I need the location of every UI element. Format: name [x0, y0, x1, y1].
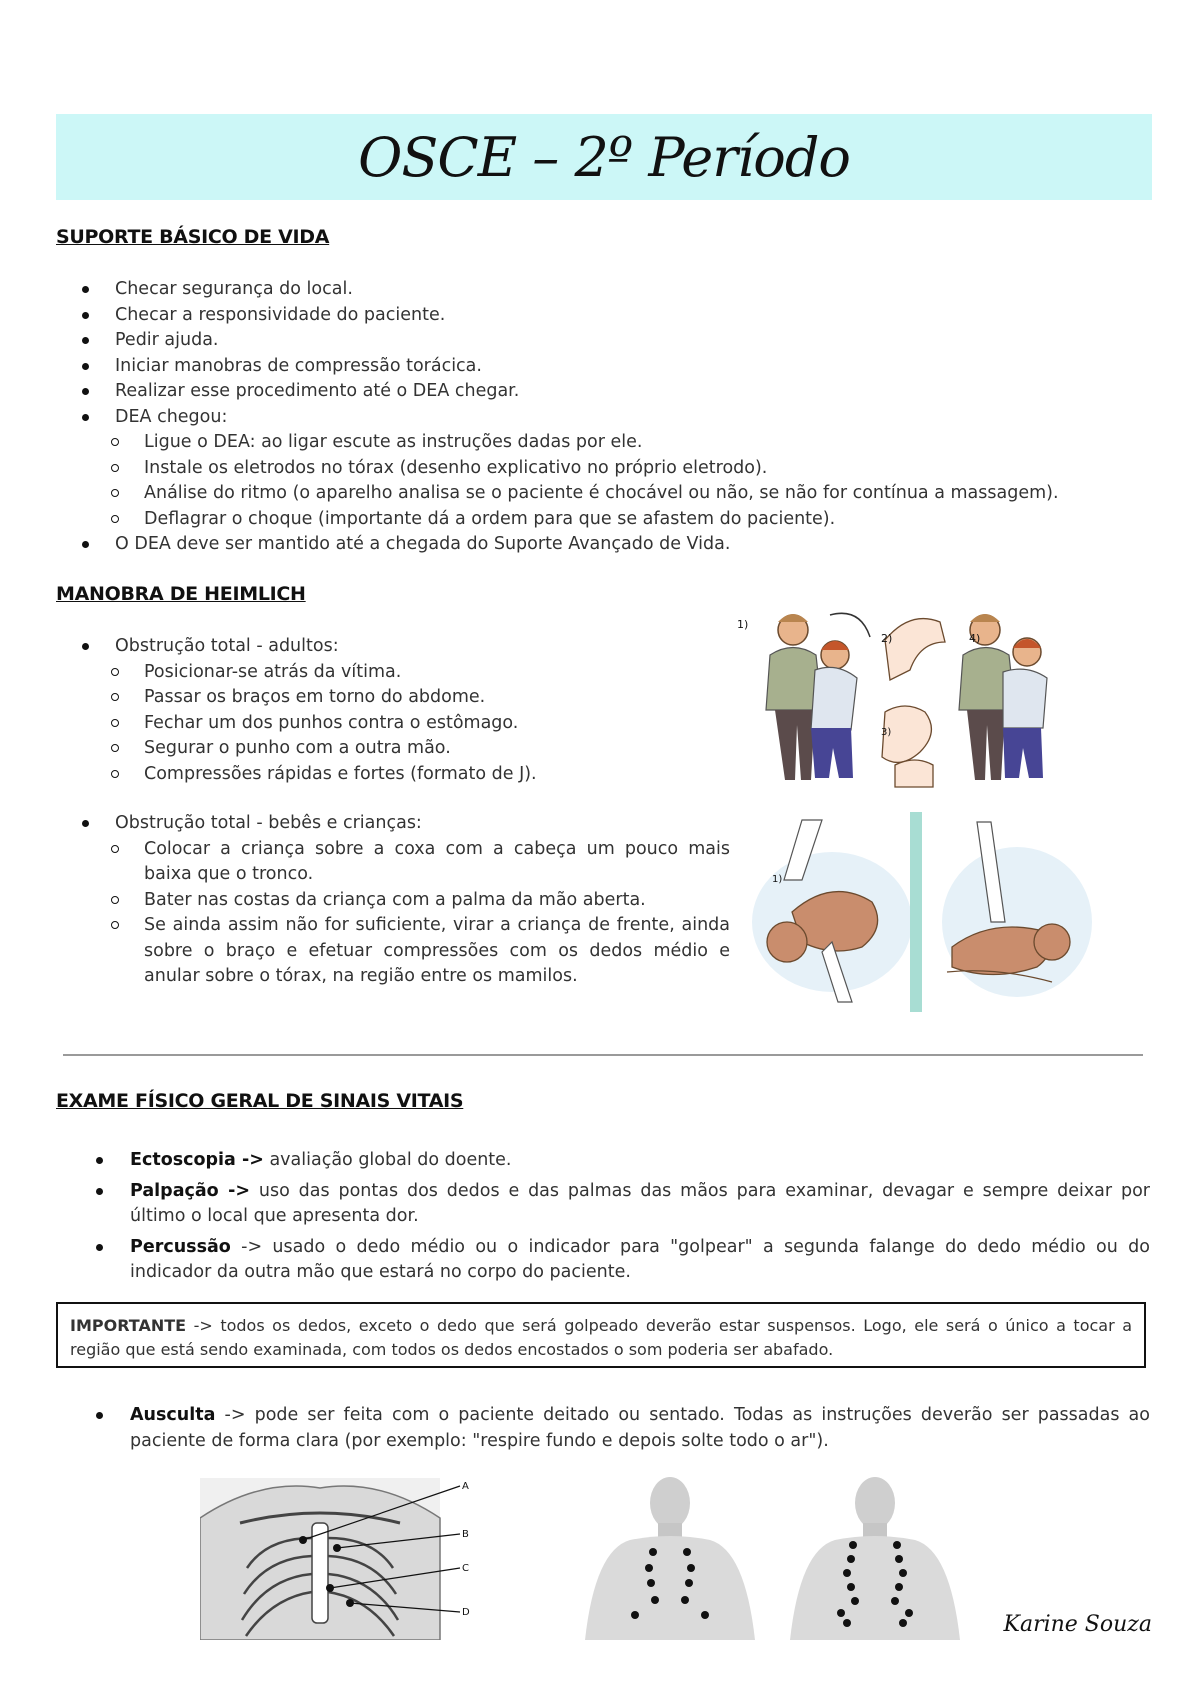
heimlich-adults-list [56, 634, 736, 787]
list-item: Palpação -> uso das pontas dos dedos e das palmas das mãos para examinar, devagar e sempre deixar por último o local que apresenta dor. [56, 1179, 1150, 1230]
sub-list-item: Análise do ritmo (o aparelho analisa se o paciente é chocável ou não, se não for contínua a massagem). [56, 481, 1156, 507]
figure-label: 2) [881, 632, 893, 645]
list-item: DEA chegou: [56, 405, 1156, 431]
figure-label: 3) [881, 727, 892, 738]
section-heading-exame: EXAME FÍSICO GERAL DE SINAIS VITAIS [56, 1090, 464, 1112]
torso-back [790, 1477, 960, 1640]
term-ausculta: Ausculta [130, 1405, 216, 1425]
section-divider [63, 1054, 1143, 1056]
sub-list-item: Fechar um dos punhos contra o estômago. [56, 711, 736, 737]
sub-list-item: Compressões rápidas e fortes (formato de J). [56, 762, 736, 788]
important-term: IMPORTANTE [70, 1316, 187, 1335]
sub-list-item: Passar os braços em torno do abdome. [56, 685, 736, 711]
list-item: Pedir ajuda. [56, 328, 1156, 354]
section-heading-heimlich: MANOBRA DE HEIMLICH [56, 583, 306, 605]
list-item: Realizar esse procedimento até o DEA chegar. [56, 379, 1156, 405]
important-note-box [56, 1302, 1146, 1368]
thorax-label: A [462, 1481, 469, 1492]
sub-list-item: Segurar o punho com a outra mão. [56, 736, 736, 762]
author-signature: Karine Souza [1003, 1612, 1152, 1637]
heimlich-children-list [56, 811, 730, 990]
section-heading-sbv: SUPORTE BÁSICO DE VIDA [56, 226, 330, 248]
sub-list-item: Bater nas costas da criança com a palma da mão aberta. [56, 888, 730, 914]
sub-list-item: Se ainda assim não for suficiente, virar a criança de frente, ainda sobre o braço e efetuar compressões com os dedos médio e anular sobre o tórax, na região entre os mamilos. [56, 913, 730, 990]
list-item: Obstrução total - adultos: [56, 634, 736, 660]
sub-list-item: Instale os eletrodos no tórax (desenho explicativo no próprio eletrodo). [56, 456, 1156, 482]
list-item: Ausculta -> pode ser feita com o paciente deitado ou sentado. Todas as instruções deverão ser passadas ao paciente de forma clara (por exemplo: "respire fundo e depois solte todo o ar"). [56, 1403, 1150, 1454]
sub-list-item: Deflagrar o choque (importante dá a ordem para que se afastem do paciente). [56, 507, 1156, 533]
exame-list [56, 1148, 1150, 1286]
figure-label: 1) [772, 874, 783, 885]
list-item: Percussão -> usado o dedo médio ou o indicador para "golpear" a segunda falange do dedo médio ou do indicador da outra mão que estará no corpo do paciente. [56, 1235, 1150, 1286]
thorax-label: C [462, 1563, 469, 1574]
list-item: Checar segurança do local. [56, 277, 1156, 303]
thorax-label: B [462, 1529, 469, 1540]
term-percussao: Percussão [130, 1236, 231, 1257]
sub-list-item: Colocar a criança sobre a coxa com a cabeça um pouco mais baixa que o tronco. [56, 837, 730, 888]
heimlich-adult-figure [735, 600, 1085, 790]
page-title: OSCE – 2º Período [358, 125, 850, 189]
heimlich-child-figure [752, 812, 1092, 1012]
figure-divider-bar [910, 812, 922, 1012]
list-item: Iniciar manobras de compressão torácica. [56, 354, 1156, 380]
important-text: -> todos os dedos, exceto o dedo que será golpeado deverão estar suspensos. Logo, ele será o único a tocar a região que está sendo examinada, com todos os dedos encostados o som poderia ser abafado. [70, 1316, 1132, 1359]
term-palpacao: Palpação -> [130, 1180, 251, 1201]
list-item: Obstrução total - bebês e crianças: [56, 811, 730, 837]
auscultation-points-figure [585, 1475, 975, 1640]
thorax-skeleton-figure [200, 1478, 480, 1640]
adult-panel-1 [737, 613, 870, 780]
sbv-list [56, 277, 1156, 558]
child-panel-chest-compressions [942, 822, 1092, 997]
torso-front [585, 1477, 755, 1640]
thorax-label: D [462, 1607, 470, 1618]
sub-list-item: Ligue o DEA: ao ligar escute as instruções dadas por ele. [56, 430, 1156, 456]
adult-panel-2-3 [881, 619, 945, 787]
ausculta-list [56, 1403, 1150, 1454]
figure-label: 4) [969, 632, 981, 645]
list-item: O DEA deve ser mantido até a chegada do Suporte Avançado de Vida. [56, 532, 1156, 558]
figure-label: 1) [737, 618, 749, 631]
sub-list-item: Posicionar-se atrás da vítima. [56, 660, 736, 686]
list-item: Checar a responsividade do paciente. [56, 303, 1156, 329]
adult-panel-4 [959, 614, 1047, 780]
list-item: Ectoscopia -> avaliação global do doente. [56, 1148, 1150, 1174]
title-banner [56, 114, 1152, 200]
child-panel-back-blows [752, 820, 912, 1002]
term-ectoscopia: Ectoscopia -> [130, 1150, 264, 1170]
